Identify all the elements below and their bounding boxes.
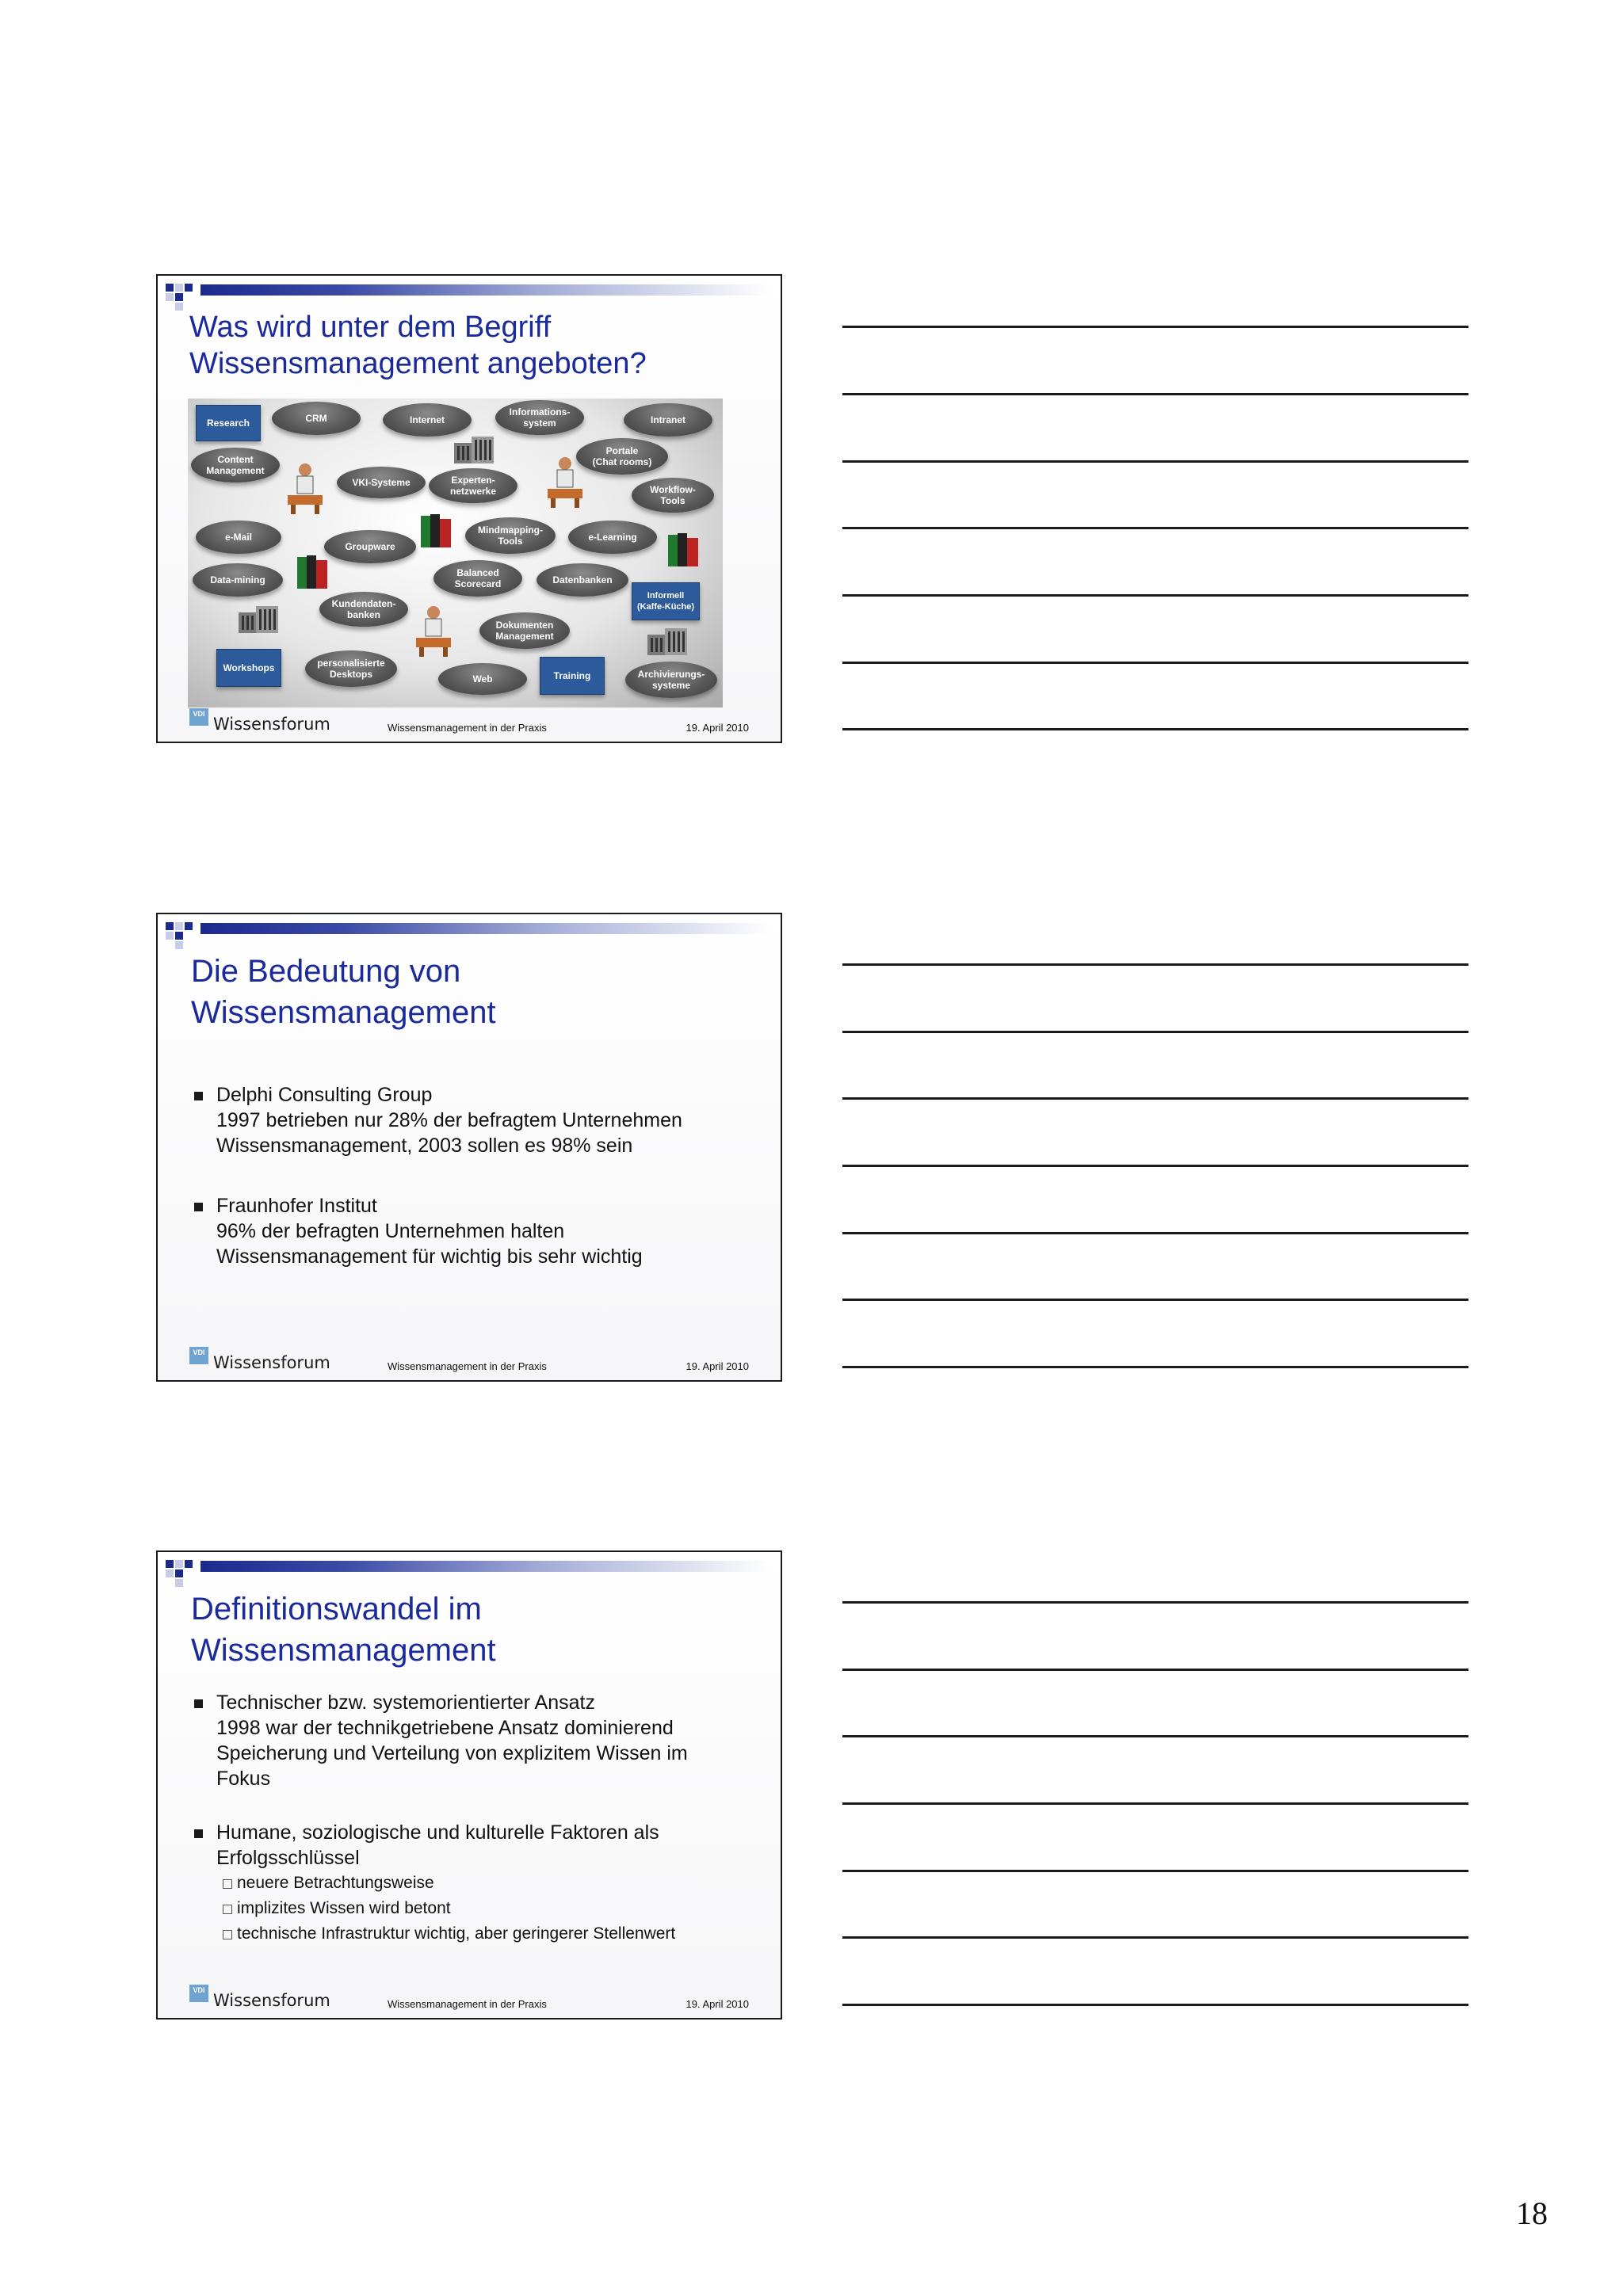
building-icon	[643, 625, 693, 657]
diagram-node-vki-systeme: VKI-Systeme	[337, 467, 426, 498]
person-at-desk-icon	[411, 603, 456, 658]
diagram-node-datenbanken: Datenbanken	[537, 563, 628, 597]
footer-date: 19. April 2010	[685, 1998, 749, 2010]
diagram-node-groupware: Groupware	[324, 530, 416, 563]
building-icon	[235, 603, 283, 635]
slide-1	[156, 274, 782, 743]
bullet-item: Delphi Consulting Group 1997 betrieben nur 28% der befragtem Unternehmen Wissensmanagement, 2003 sollen es 98% sein	[189, 1082, 733, 1158]
bullet-item: Fraunhofer Institut 96% der befragten Unternehmen halten Wissensmanagement für wichtig bis sehr wichtig	[189, 1193, 733, 1269]
bullet-item: Technischer bzw. systemorientierter Ansatz 1998 war der technikgetriebene Ansatz dominierend Speicherung und Verteilung von explizitem Wissen im Fokus	[189, 1690, 733, 1791]
building-icon	[451, 433, 498, 465]
diagram-node-mindmapping-tools: Mindmapping- Tools	[465, 517, 556, 554]
diagram-node-training: Training	[540, 657, 605, 695]
bullet-list	[189, 1082, 733, 1295]
person-at-desk-icon	[543, 454, 587, 509]
wissensforum-logo-text: Wissensforum	[213, 715, 330, 734]
books-icon	[666, 532, 703, 568]
wissensforum-logo-text: Wissensforum	[213, 1353, 330, 1372]
slide-footer	[158, 1986, 781, 2018]
diagram-node-crm: CRM	[272, 402, 361, 435]
sub-bullet-item: neuere Betrachtungsweise	[189, 1871, 733, 1896]
slide-footer	[158, 1348, 781, 1380]
diagram-node-kundendatenbanken: Kundendaten- banken	[319, 592, 408, 627]
diagram-node-intranet: Intranet	[624, 403, 712, 437]
wissensforum-logo-text: Wissensforum	[213, 1991, 330, 2010]
slide-title: Definitionswandel im Wissensmanagement	[191, 1592, 496, 1668]
bullet-list	[189, 1690, 733, 1947]
diagram-node-dokumenten-management: Dokumenten Management	[479, 612, 570, 649]
books-icon	[419, 513, 456, 549]
footer-presentation-title: Wissensmanagement in der Praxis	[388, 722, 547, 734]
footer-presentation-title: Wissensmanagement in der Praxis	[388, 1360, 547, 1372]
diagram-node-workshops: Workshops	[216, 649, 281, 687]
footer-presentation-title: Wissensmanagement in der Praxis	[388, 1998, 547, 2010]
vdi-logo: VDI	[189, 708, 208, 726]
slide-3	[156, 1550, 782, 2019]
slide-title: Die Bedeutung von Wissensmanagement	[191, 954, 496, 1030]
diagram-node-informationssystem: Informations- system	[495, 400, 584, 435]
diagram-node-e-mail: e-Mail	[196, 521, 281, 554]
footer-date: 19. April 2010	[685, 722, 749, 734]
diagram-node-research: Research	[196, 405, 261, 441]
slide-header-decoration	[158, 276, 782, 307]
km-tools-diagram	[188, 399, 723, 707]
vdi-logo: VDI	[189, 1347, 208, 1364]
diagram-node-personalisierte-desktops: personalisierte Desktops	[305, 650, 397, 687]
page-number: 18	[1516, 2195, 1548, 2231]
diagram-node-informell: Informell (Kaffe-Küche)	[632, 582, 700, 620]
vdi-logo: VDI	[189, 1985, 208, 2002]
diagram-node-archivierungssysteme: Archivierungs- systeme	[625, 662, 717, 698]
diagram-node-expertennetzwerke: Experten- netzwerke	[429, 468, 517, 503]
slide-header-decoration	[158, 1552, 782, 1584]
diagram-node-balanced-scorecard: Balanced Scorecard	[433, 560, 522, 597]
person-at-desk-icon	[283, 460, 327, 516]
diagram-node-web: Web	[438, 663, 527, 695]
bullet-item: Humane, soziologische und kulturelle Faktoren als Erfolgsschlüssel	[189, 1820, 733, 1871]
diagram-node-workflow-tools: Workflow- Tools	[632, 478, 714, 513]
slide-header-decoration	[158, 914, 782, 946]
diagram-node-data-mining: Data-mining	[193, 563, 283, 597]
books-icon	[296, 554, 332, 590]
slide-title: Was wird unter dem Begriff Wissensmanagement angeboten?	[189, 311, 647, 380]
slide-footer	[158, 710, 781, 742]
slide-2	[156, 913, 782, 1382]
diagram-node-content-management: Content Management	[191, 448, 280, 482]
sub-bullet-item: implizites Wissen wird betont	[189, 1896, 733, 1921]
sub-bullet-item: technische Infrastruktur wichtig, aber geringerer Stellenwert	[189, 1921, 733, 1947]
diagram-node-internet: Internet	[383, 403, 472, 437]
diagram-node-portale: Portale (Chat rooms)	[576, 438, 668, 475]
footer-date: 19. April 2010	[685, 1360, 749, 1372]
diagram-node-e-learning: e-Learning	[568, 521, 657, 554]
